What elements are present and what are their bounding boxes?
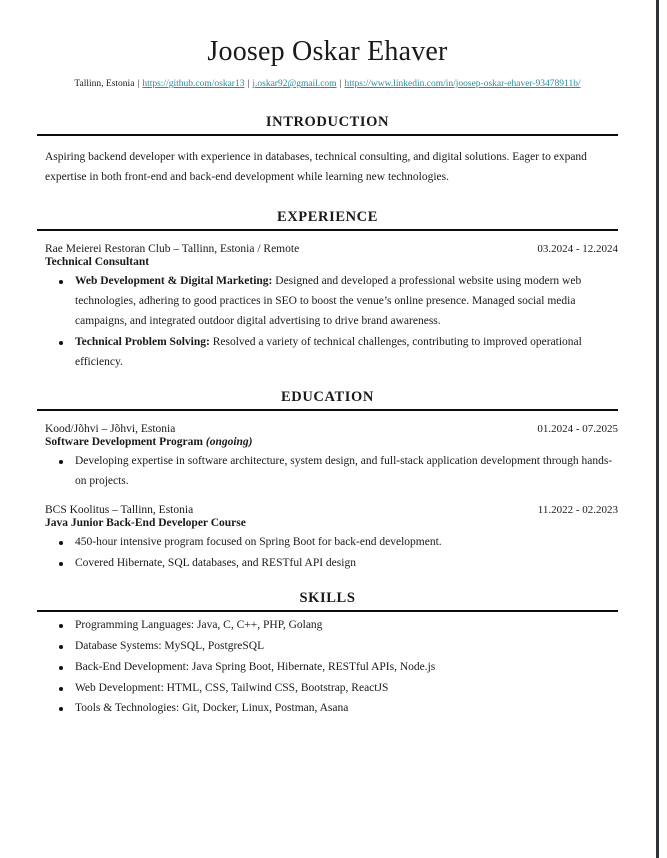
- vertical-scrollbar[interactable]: [656, 0, 659, 858]
- resume-entry: [37, 504, 618, 574]
- list-item: 450-hour intensive program focused on Spring Boot for back-end development.: [59, 533, 618, 553]
- list-item: Programming Languages: Java, C, C++, PHP, Golang: [59, 616, 618, 636]
- entry-bullet-list: [37, 272, 618, 372]
- section-rule-experience: [37, 229, 618, 231]
- entry-organization: Rae Meierei Restoran Club – Tallinn, Estonia / Remote: [45, 243, 300, 256]
- list-item: Back-End Development: Java Spring Boot, Hibernate, RESTful APIs, Node.js: [59, 658, 618, 678]
- github-link[interactable]: https://github.com/oskar13: [142, 79, 245, 90]
- entry-role: Software Development Program (ongoing): [45, 436, 253, 449]
- section-rule-introduction: [37, 134, 618, 136]
- entry-header: [45, 504, 618, 516]
- entry-dates: 03.2024 - 12.2024: [537, 243, 618, 256]
- entry-header: [45, 423, 618, 435]
- section-rule-skills: [37, 610, 618, 612]
- linkedin-link[interactable]: https://www.linkedin.com/in/joosep-oskar-ehaver-93478911b/: [344, 79, 581, 90]
- resume-entry: [37, 243, 618, 372]
- education-entry-list: [37, 423, 618, 573]
- entry-role: Technical Consultant: [45, 256, 150, 269]
- bullet-lead: Web Development & Digital Marketing:: [75, 275, 273, 288]
- experience-entry-list: [37, 243, 618, 372]
- contact-line: [48, 77, 608, 92]
- email-link[interactable]: j.oskar92@gmail.com: [252, 79, 337, 90]
- contact-location: Tallinn, Estonia: [74, 79, 135, 90]
- list-item: Tools & Technologies: Git, Docker, Linux, Postman, Asana: [59, 699, 618, 719]
- section-title-introduction: INTRODUCTION: [265, 113, 390, 130]
- entry-dates: 01.2024 - 07.2025: [537, 423, 618, 436]
- list-item: Web Development & Digital Marketing: Designed and developed a professional website using modern web technologies, adhering to good practices in SEO to boost the venue’s online presence. Managed social media campaigns, and integrated outdoor digital advertising to drive brand awareness.: [59, 272, 618, 331]
- bullet-lead: Technical Problem Solving:: [75, 335, 210, 348]
- section-title-skills: SKILLS: [299, 590, 356, 607]
- resume-entry: [37, 423, 618, 492]
- list-item: Developing expertise in software architecture, system design, and full-stack application development through hands-on projects.: [59, 452, 618, 492]
- entry-role: Java Junior Back-End Developer Course: [45, 516, 246, 529]
- entry-bullet-list: [37, 533, 618, 574]
- section-title-education: EDUCATION: [281, 389, 374, 406]
- skills-list: [37, 616, 618, 719]
- entry-bullet-list: [37, 452, 618, 492]
- list-item: Database Systems: MySQL, PostgreSQL: [59, 637, 618, 657]
- page-title: Joosep Oskar Ehaver: [207, 36, 448, 67]
- list-item: Web Development: HTML, CSS, Tailwind CSS, Bootstrap, ReactJS: [59, 679, 618, 699]
- section-experience: [37, 209, 618, 372]
- introduction-body: Aspiring backend developer with experience in databases, technical consulting, and digital solutions. Eager to expand expertise in both front-end and back-end development while learning new technologies.: [45, 150, 587, 183]
- section-title-experience: EXPERIENCE: [276, 209, 379, 226]
- list-item: Technical Problem Solving: Resolved a variety of technical challenges, contributing to improved operational efficiency.: [59, 333, 618, 373]
- list-item: Covered Hibernate, SQL databases, and RESTful API design: [59, 554, 618, 574]
- contact-separator-1: |: [137, 79, 140, 90]
- resume-header: [0, 0, 655, 92]
- entry-organization: Kood/Jõhvi – Jõhvi, Estonia: [45, 423, 176, 436]
- entry-role-note: (ongoing): [202, 436, 253, 449]
- section-skills: [37, 590, 618, 719]
- section-rule-education: [37, 409, 618, 411]
- entry-header: [45, 243, 618, 255]
- entry-dates: 11.2022 - 02.2023: [537, 503, 618, 516]
- contact-separator-2: |: [247, 79, 250, 90]
- section-education: [37, 389, 618, 573]
- entry-organization: BCS Koolitus – Tallinn, Estonia: [45, 503, 194, 516]
- contact-separator-3: |: [339, 79, 342, 90]
- section-introduction: [37, 114, 618, 188]
